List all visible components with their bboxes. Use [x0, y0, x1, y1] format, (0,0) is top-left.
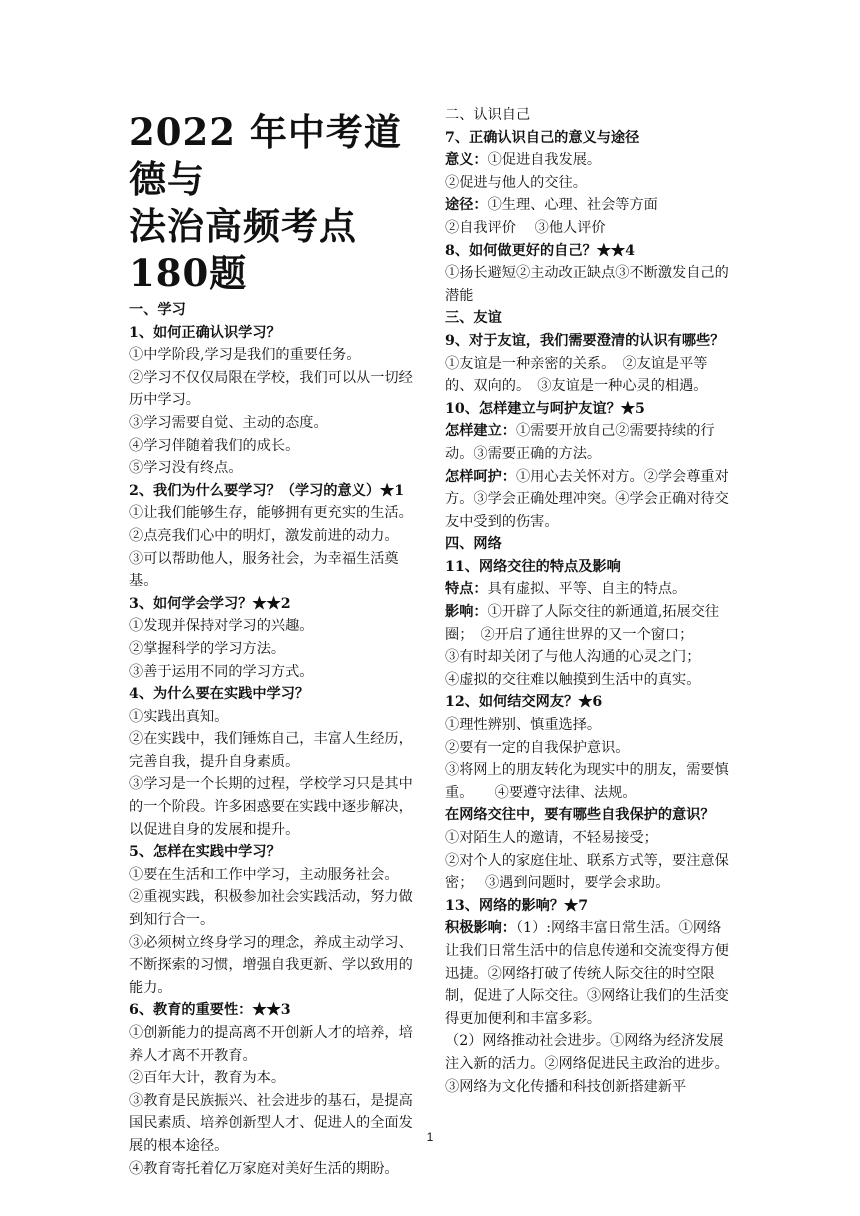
- right-paragraph: [445, 691, 732, 714]
- paragraph-text: ②掌握科学的学习方法。: [129, 640, 286, 657]
- left-paragraph: [129, 412, 416, 435]
- left-paragraph: [129, 457, 416, 480]
- paragraph-text: 具有虚拟、平等、自主的特点。: [487, 581, 687, 598]
- left-paragraph: [129, 638, 416, 661]
- paragraph-text: 10、怎样建立与呵护友谊？★5: [445, 400, 645, 417]
- paragraph-text: ②促进与他人的交往。: [445, 174, 587, 191]
- page-number: 1: [426, 1130, 434, 1144]
- right-paragraph: [445, 194, 732, 217]
- right-paragraph: [445, 759, 732, 804]
- right-paragraph: [445, 466, 732, 534]
- left-paragraph: [129, 299, 416, 322]
- paragraph-text: ③善于运用不同的学习方式。: [129, 663, 314, 680]
- paragraph-text: 4、为什么要在实践中学习？: [129, 686, 310, 703]
- left-paragraph: [129, 886, 416, 931]
- left-paragraph: [129, 841, 416, 864]
- paragraph-text: 1、如何正确认识学习？: [129, 324, 281, 341]
- paragraph-text: ①要在生活和工作中学习，主动服务社会。: [129, 866, 399, 883]
- paragraph-text: 8、如何做更好的自己？★★4: [445, 242, 635, 259]
- paragraph-text: ②重视实践，积极参加社会实践活动，努力做到知行合一。: [129, 889, 413, 929]
- left-paragraph: [129, 661, 416, 684]
- paragraph-text: ①需要开放自己②需要持续的行动。③需要正确的方法。: [445, 423, 715, 462]
- left-paragraph: [129, 344, 416, 367]
- paragraph-text: ①用心去关怀对方。②学会尊重对方。③学会正确处理冲突。④学会正确对待交友中受到的伤害。: [445, 468, 729, 530]
- left-column-body: [129, 299, 416, 1180]
- paragraph-text: ②百年大计，教育为本。: [129, 1070, 286, 1087]
- left-paragraph: [129, 999, 416, 1022]
- right-paragraph: [445, 556, 732, 579]
- right-paragraph: [445, 804, 732, 827]
- paragraph-text: ③可以帮助他人，服务社会，为幸福生活奠基。: [129, 550, 399, 590]
- paragraph-text: ③教育是民族振兴、社会进步的基石，是提高国民素质、培养创新型人才、促进人的全面发展的根本途径。: [129, 1092, 413, 1154]
- right-paragraph: [445, 420, 732, 465]
- right-paragraph: [445, 917, 732, 1030]
- paragraph-text: 5、怎样在实践中学习？: [129, 844, 281, 861]
- paragraph-text: （1）:网络丰富日常生活。①网络让我们日常生活中的信息传递和交流变得方便迅捷。②网络打破了传统人际交往的时空限制，促进了人际交往。③网络让我们的生活变得更加便利和丰富多彩。: [445, 920, 729, 1027]
- paragraph-text: （2）网络推动社会进步。①网络为经济发展注入新的活力。②网络促进民主政治的进步。③网络为文化传播和科技创新搭建新平: [445, 1033, 729, 1095]
- left-paragraph: [129, 1067, 416, 1090]
- left-paragraph: [129, 435, 416, 458]
- left-paragraph: [129, 1158, 416, 1181]
- left-paragraph: [129, 548, 416, 593]
- paragraph-text: ①实践出真知。: [129, 708, 229, 725]
- right-paragraph: [445, 217, 732, 240]
- title-line-2: 法治高频考点180题: [129, 204, 357, 295]
- paragraph-text: 二、认识自己: [445, 107, 531, 123]
- right-paragraph: [445, 240, 732, 263]
- paragraph-text: ②自我评价 ③他人评价: [445, 219, 606, 236]
- right-paragraph: [445, 104, 732, 127]
- paragraph-label: 途径：: [445, 197, 488, 214]
- paragraph-text: ①创新能力的提高离不开创新人才的培养，培养人才离不开教育。: [129, 1025, 413, 1064]
- left-paragraph: [129, 864, 416, 887]
- paragraph-text: ①让我们能够生存，能够拥有更充实的生活。: [129, 505, 413, 522]
- paragraph-text: ⑤学习没有终点。: [129, 460, 243, 477]
- paragraph-label: 怎样建立：: [445, 423, 516, 440]
- paragraph-label: 意义：: [445, 152, 488, 169]
- paragraph-text: ②要有一定的自我保护意识。: [445, 739, 630, 756]
- paragraph-text: ③必须树立终身学习的理念，养成主动学习、不断探索的习惯，增强自我更新、学以致用的能力。: [129, 934, 413, 996]
- paragraph-text: ②学习不仅仅局限在学校，我们可以从一切经历中学习。: [129, 369, 413, 409]
- paragraph-text: ③将网上的朋友转化为现实中的朋友，需要慎重。 ④要遵守法律、法规。: [445, 762, 729, 801]
- paragraph-text: ②在实践中，我们锤炼自己，丰富人生经历，完善自我，提升自身素质。: [129, 731, 413, 770]
- right-column: [445, 104, 732, 1098]
- right-paragraph: [445, 850, 732, 895]
- right-paragraph: [445, 737, 732, 760]
- right-paragraph: [445, 827, 732, 850]
- paragraph-label: 怎样呵护：: [445, 468, 516, 485]
- left-column: [129, 104, 416, 1180]
- left-paragraph: [129, 502, 416, 525]
- right-paragraph: [445, 533, 732, 556]
- left-paragraph: [129, 593, 416, 616]
- paragraph-text: 在网络交往中，要有哪些自我保护的意识？: [445, 807, 715, 824]
- paragraph-text: ①友谊是一种亲密的关系。 ②友谊是平等的、双向的。 ③友谊是一种心灵的相遇。: [445, 355, 708, 395]
- right-paragraph: [445, 895, 732, 918]
- paragraph-text: ①中学阶段,学习是我们的重要任务。: [129, 347, 361, 364]
- paragraph-text: ①理性辨别、慎重选择。: [445, 717, 602, 734]
- paragraph-text: ②对个人的家庭住址、联系方式等，要注意保密； ③遇到问题时，要学会求助。: [445, 852, 729, 892]
- paragraph-text: ③学习需要自觉、主动的态度。: [129, 414, 328, 431]
- paragraph-label: 特点：: [445, 581, 488, 598]
- paragraph-text: 三、友谊: [445, 310, 502, 327]
- right-paragraph: [445, 353, 732, 398]
- paragraph-text: 2、我们为什么要学习？（学习的意义）★1: [129, 482, 405, 499]
- right-paragraph: [445, 127, 732, 150]
- paragraph-text: ①促进自我发展。: [487, 152, 602, 169]
- paragraph-text: ④虚拟的交往难以触摸到生活中的真实。: [445, 671, 701, 688]
- paragraph-text: ①开辟了人际交往的新通道,拓展交往圈； ②开启了通往世界的又一个窗口；: [445, 604, 720, 643]
- paragraph-text: 9、对于友谊，我们需要澄清的认识有哪些？: [445, 332, 725, 349]
- paragraph-text: ③学习是一个长期的过程，学校学习只是其中的一个阶段。许多困惑要在实践中逐步解决，以促进自身的发展和提升。: [129, 776, 413, 838]
- left-paragraph: [129, 683, 416, 706]
- paragraph-text: ①扬长避短②主动改正缺点③不断激发自己的潜能: [445, 265, 729, 304]
- paragraph-text: 12、如何结交网友？★6: [445, 694, 603, 711]
- paragraph-text: ①发现并保持对学习的兴趣。: [129, 618, 314, 635]
- right-paragraph: [445, 398, 732, 421]
- left-paragraph: [129, 322, 416, 345]
- right-paragraph: [445, 330, 732, 353]
- left-paragraph: [129, 1022, 416, 1067]
- paragraph-text: ③有时却关闭了与他人沟通的心灵之门；: [445, 649, 701, 666]
- paragraph-text: ④教育寄托着亿万家庭对美好生活的期盼。: [129, 1160, 399, 1177]
- right-paragraph: [445, 307, 732, 330]
- paragraph-text: 13、网络的影响？★7: [445, 897, 589, 914]
- paragraph-text: ④学习伴随着我们的成长。: [129, 437, 300, 454]
- left-paragraph: [129, 932, 416, 1000]
- paragraph-label: 影响：: [445, 604, 488, 621]
- title-line-1: 2022 年中考道德与: [129, 110, 402, 201]
- left-paragraph: [129, 367, 416, 412]
- paragraph-text: 6、教育的重要性：★★3: [129, 1002, 291, 1019]
- right-paragraph: [445, 149, 732, 172]
- paragraph-text: ②点亮我们心中的明灯，激发前进的动力。: [129, 527, 399, 544]
- right-paragraph: [445, 578, 732, 601]
- right-column-body: [445, 104, 732, 1098]
- left-paragraph: [129, 480, 416, 503]
- right-paragraph: [445, 669, 732, 692]
- paragraph-text: 四、网络: [445, 536, 502, 553]
- paragraph-text: 3、如何学会学习？★★2: [129, 595, 291, 612]
- paragraph-text: 11、网络交往的特点及影响: [445, 558, 621, 575]
- left-paragraph: [129, 773, 416, 841]
- left-paragraph: [129, 706, 416, 729]
- right-paragraph: [445, 601, 732, 646]
- left-paragraph: [129, 1090, 416, 1158]
- left-paragraph: [129, 615, 416, 638]
- right-paragraph: [445, 172, 732, 195]
- paragraph-text: ①对陌生人的邀请，不轻易接受；: [445, 830, 658, 846]
- paragraph-text: ①生理、心理、社会等方面: [487, 197, 658, 214]
- right-paragraph: [445, 714, 732, 737]
- paragraph-text: 7、正确认识自己的意义与途径: [445, 129, 640, 146]
- left-paragraph: [129, 525, 416, 548]
- document-title: [129, 109, 416, 297]
- right-paragraph: [445, 262, 732, 307]
- right-paragraph: [445, 1030, 732, 1098]
- paragraph-text: 一、学习: [129, 302, 186, 318]
- left-paragraph: [129, 728, 416, 773]
- paragraph-label: 积极影响：: [445, 920, 516, 937]
- right-paragraph: [445, 646, 732, 669]
